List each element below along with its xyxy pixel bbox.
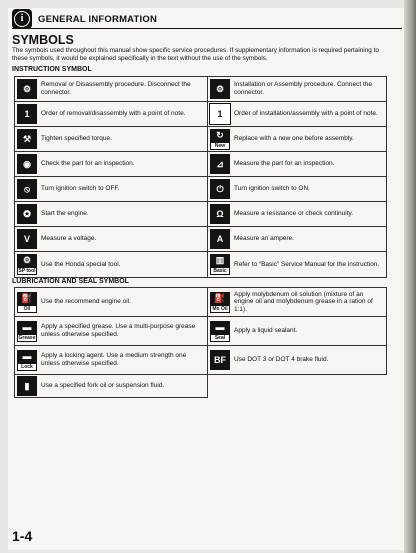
ammeter-icon [210, 229, 230, 249]
symbol-cell [15, 102, 208, 127]
symbol-cell [208, 77, 387, 102]
intro-paragraph: The symbols used throughout this manual show specific service procedures. If supplementary information is required pertaining to these symbols, it would be explained specifically in the text without the use of the symbols. [12, 47, 379, 63]
ignition-on-icon [210, 179, 230, 199]
icon-glyph: ⚙ [215, 83, 225, 94]
table-row [15, 77, 387, 102]
table-row [15, 177, 387, 202]
lubrication-symbol-table [14, 287, 387, 398]
icon-glyph: ▬ [22, 321, 32, 332]
icon-glyph: ⚒ [22, 133, 32, 144]
symbol-description: Order of installation/assembly with a point of note. [234, 110, 378, 118]
oil-can-icon [17, 292, 37, 313]
liquid-sealant-icon [210, 321, 230, 342]
table-row [15, 152, 387, 177]
symbol-cell [15, 127, 208, 152]
voltmeter-icon [17, 229, 37, 249]
symbol-cell [208, 152, 387, 177]
symbol-description: Refer to “Basic” Service Manual for the instruction. [234, 260, 380, 268]
symbol-description: Turn ignition switch to OFF. [41, 185, 120, 193]
symbol-cell [15, 152, 208, 177]
icon-tag: Basic [211, 268, 229, 274]
symbol-description: Turn ignition switch to ON. [234, 185, 310, 193]
symbol-description: Apply a locking agent. Use a medium strength one unless otherwise specified. [41, 352, 187, 367]
table-row [15, 127, 387, 152]
symbol-cell [208, 127, 387, 152]
instruction-section-title: INSTRUCTION SYMBOL [12, 66, 92, 73]
icon-glyph: ⛽ [214, 292, 226, 303]
icon-tag: Seal [211, 335, 229, 341]
symbol-cell [15, 252, 208, 278]
icon-glyph: ⏻ [216, 183, 224, 194]
order-one-icon [17, 104, 37, 124]
symbol-cell [208, 288, 387, 317]
icon-glyph: ⚙ [22, 83, 32, 94]
header-rule [12, 28, 402, 29]
symbol-cell [208, 102, 387, 127]
icon-glyph: ▬ [215, 321, 225, 332]
icon-glyph: ◉ [23, 158, 31, 169]
table-row [15, 227, 387, 252]
symbol-description: Removal or Disassembly procedure. Disconnect the connector. [41, 81, 191, 96]
symbol-description: Apply a specified grease. Use a multi-purpose grease unless otherwise specified. [41, 323, 196, 338]
symbol-description: Apply molybdenum oil solution (mixture of an engine oil and molybdenum grease in a ration of 1:1). [234, 290, 373, 313]
locking-agent-icon [17, 350, 37, 371]
symbol-description: Order of removal/disassembly with a point of note. [41, 110, 186, 118]
inspection-icon [17, 154, 37, 174]
symbol-description: Measure an ampere. [234, 235, 294, 243]
brake-fluid-icon [210, 350, 230, 370]
icon-glyph: 1 [24, 108, 30, 119]
symbol-description: Use a specified fork oil or suspension fluid. [41, 382, 165, 390]
header-title: GENERAL INFORMATION [38, 13, 158, 25]
icon-glyph: BF [214, 354, 226, 365]
torque-wrench-icon [17, 129, 37, 149]
symbol-cell [15, 288, 208, 317]
table-row [15, 375, 387, 398]
symbol-cell [15, 375, 208, 398]
wrench-removal-icon [17, 79, 37, 99]
icon-glyph: ▮ [24, 380, 30, 391]
grease-icon [17, 321, 37, 342]
icon-glyph: ⊿ [216, 158, 224, 169]
icon-glyph: ⚙ [22, 255, 32, 265]
icon-glyph: A [216, 233, 224, 244]
symbol-description: Measure a voltage. [41, 235, 97, 243]
table-row [15, 317, 387, 346]
symbol-cell [208, 346, 387, 375]
symbol-cell [208, 317, 387, 346]
symbol-description: Use the Honda special tool. [41, 260, 121, 268]
icon-tag: Oil [18, 306, 36, 312]
new-part-icon [210, 129, 230, 150]
instruction-symbol-table [14, 76, 387, 278]
basic-manual-icon [210, 254, 230, 275]
icon-glyph: 1 [217, 108, 223, 119]
symbol-cell [15, 227, 208, 252]
symbol-description: Measure the part for an inspection. [234, 160, 335, 168]
molybdenum-oil-icon [210, 292, 230, 313]
symbol-cell [15, 317, 208, 346]
symbol-description: Measure a resistance or check continuity. [234, 210, 354, 218]
symbol-description: Start the engine. [41, 210, 89, 218]
icon-glyph: ⦸ [24, 183, 30, 194]
symbol-description: Use DOT 3 or DOT 4 brake fluid. [234, 356, 329, 364]
symbol-cell [15, 177, 208, 202]
icon-glyph: ▬ [22, 350, 32, 361]
icon-glyph: Ω [216, 208, 224, 219]
symbol-description: Installation or Assembly procedure. Connect the connector. [234, 81, 373, 96]
symbol-cell [208, 227, 387, 252]
symbol-description: Use the recommend engine oil. [41, 298, 131, 306]
info-icon: i [12, 9, 32, 29]
icon-glyph: ⛽ [21, 292, 33, 303]
lubrication-section-title: LUBRICATION AND SEAL SYMBOL [12, 278, 129, 285]
symbol-description: Tighten specified torque. [41, 135, 112, 143]
ohmmeter-icon [210, 204, 230, 224]
icon-glyph: ✪ [23, 208, 31, 219]
table-row [15, 252, 387, 278]
icon-glyph: V [23, 233, 30, 244]
symbol-description: Replace with a new one before assembly. [234, 135, 354, 143]
page-header [12, 8, 157, 30]
start-engine-icon [17, 204, 37, 224]
icon-tag: Mo Oil [212, 305, 228, 312]
icon-tag: Lock [18, 364, 36, 370]
page-binding [404, 0, 416, 553]
symbols-title: SYMBOLS [12, 33, 74, 47]
symbol-description: Check the part for an inspection. [41, 160, 135, 168]
icon-tag: Grease [18, 334, 36, 341]
icon-glyph: ▥ [215, 255, 225, 265]
icon-tag: New [211, 143, 229, 149]
table-row [15, 288, 387, 317]
fork-oil-icon [17, 376, 37, 396]
icon-glyph: ↻ [216, 129, 224, 140]
symbol-cell [15, 202, 208, 227]
special-tool-icon [17, 254, 37, 275]
symbol-description: Apply a liquid sealant. [234, 327, 298, 335]
measure-icon [210, 154, 230, 174]
ignition-off-icon [17, 179, 37, 199]
table-row [15, 202, 387, 227]
symbol-cell [15, 346, 208, 375]
symbol-cell [15, 77, 208, 102]
order-one-outline-icon [209, 103, 231, 125]
symbol-cell [208, 252, 387, 278]
table-row [15, 102, 387, 127]
icon-tag: SP tool [18, 268, 36, 274]
table-row [15, 346, 387, 375]
symbol-cell [208, 375, 387, 398]
page-number: 1-4 [12, 528, 33, 544]
symbol-cell [208, 202, 387, 227]
symbol-cell [208, 177, 387, 202]
wrench-installation-icon [210, 79, 230, 99]
